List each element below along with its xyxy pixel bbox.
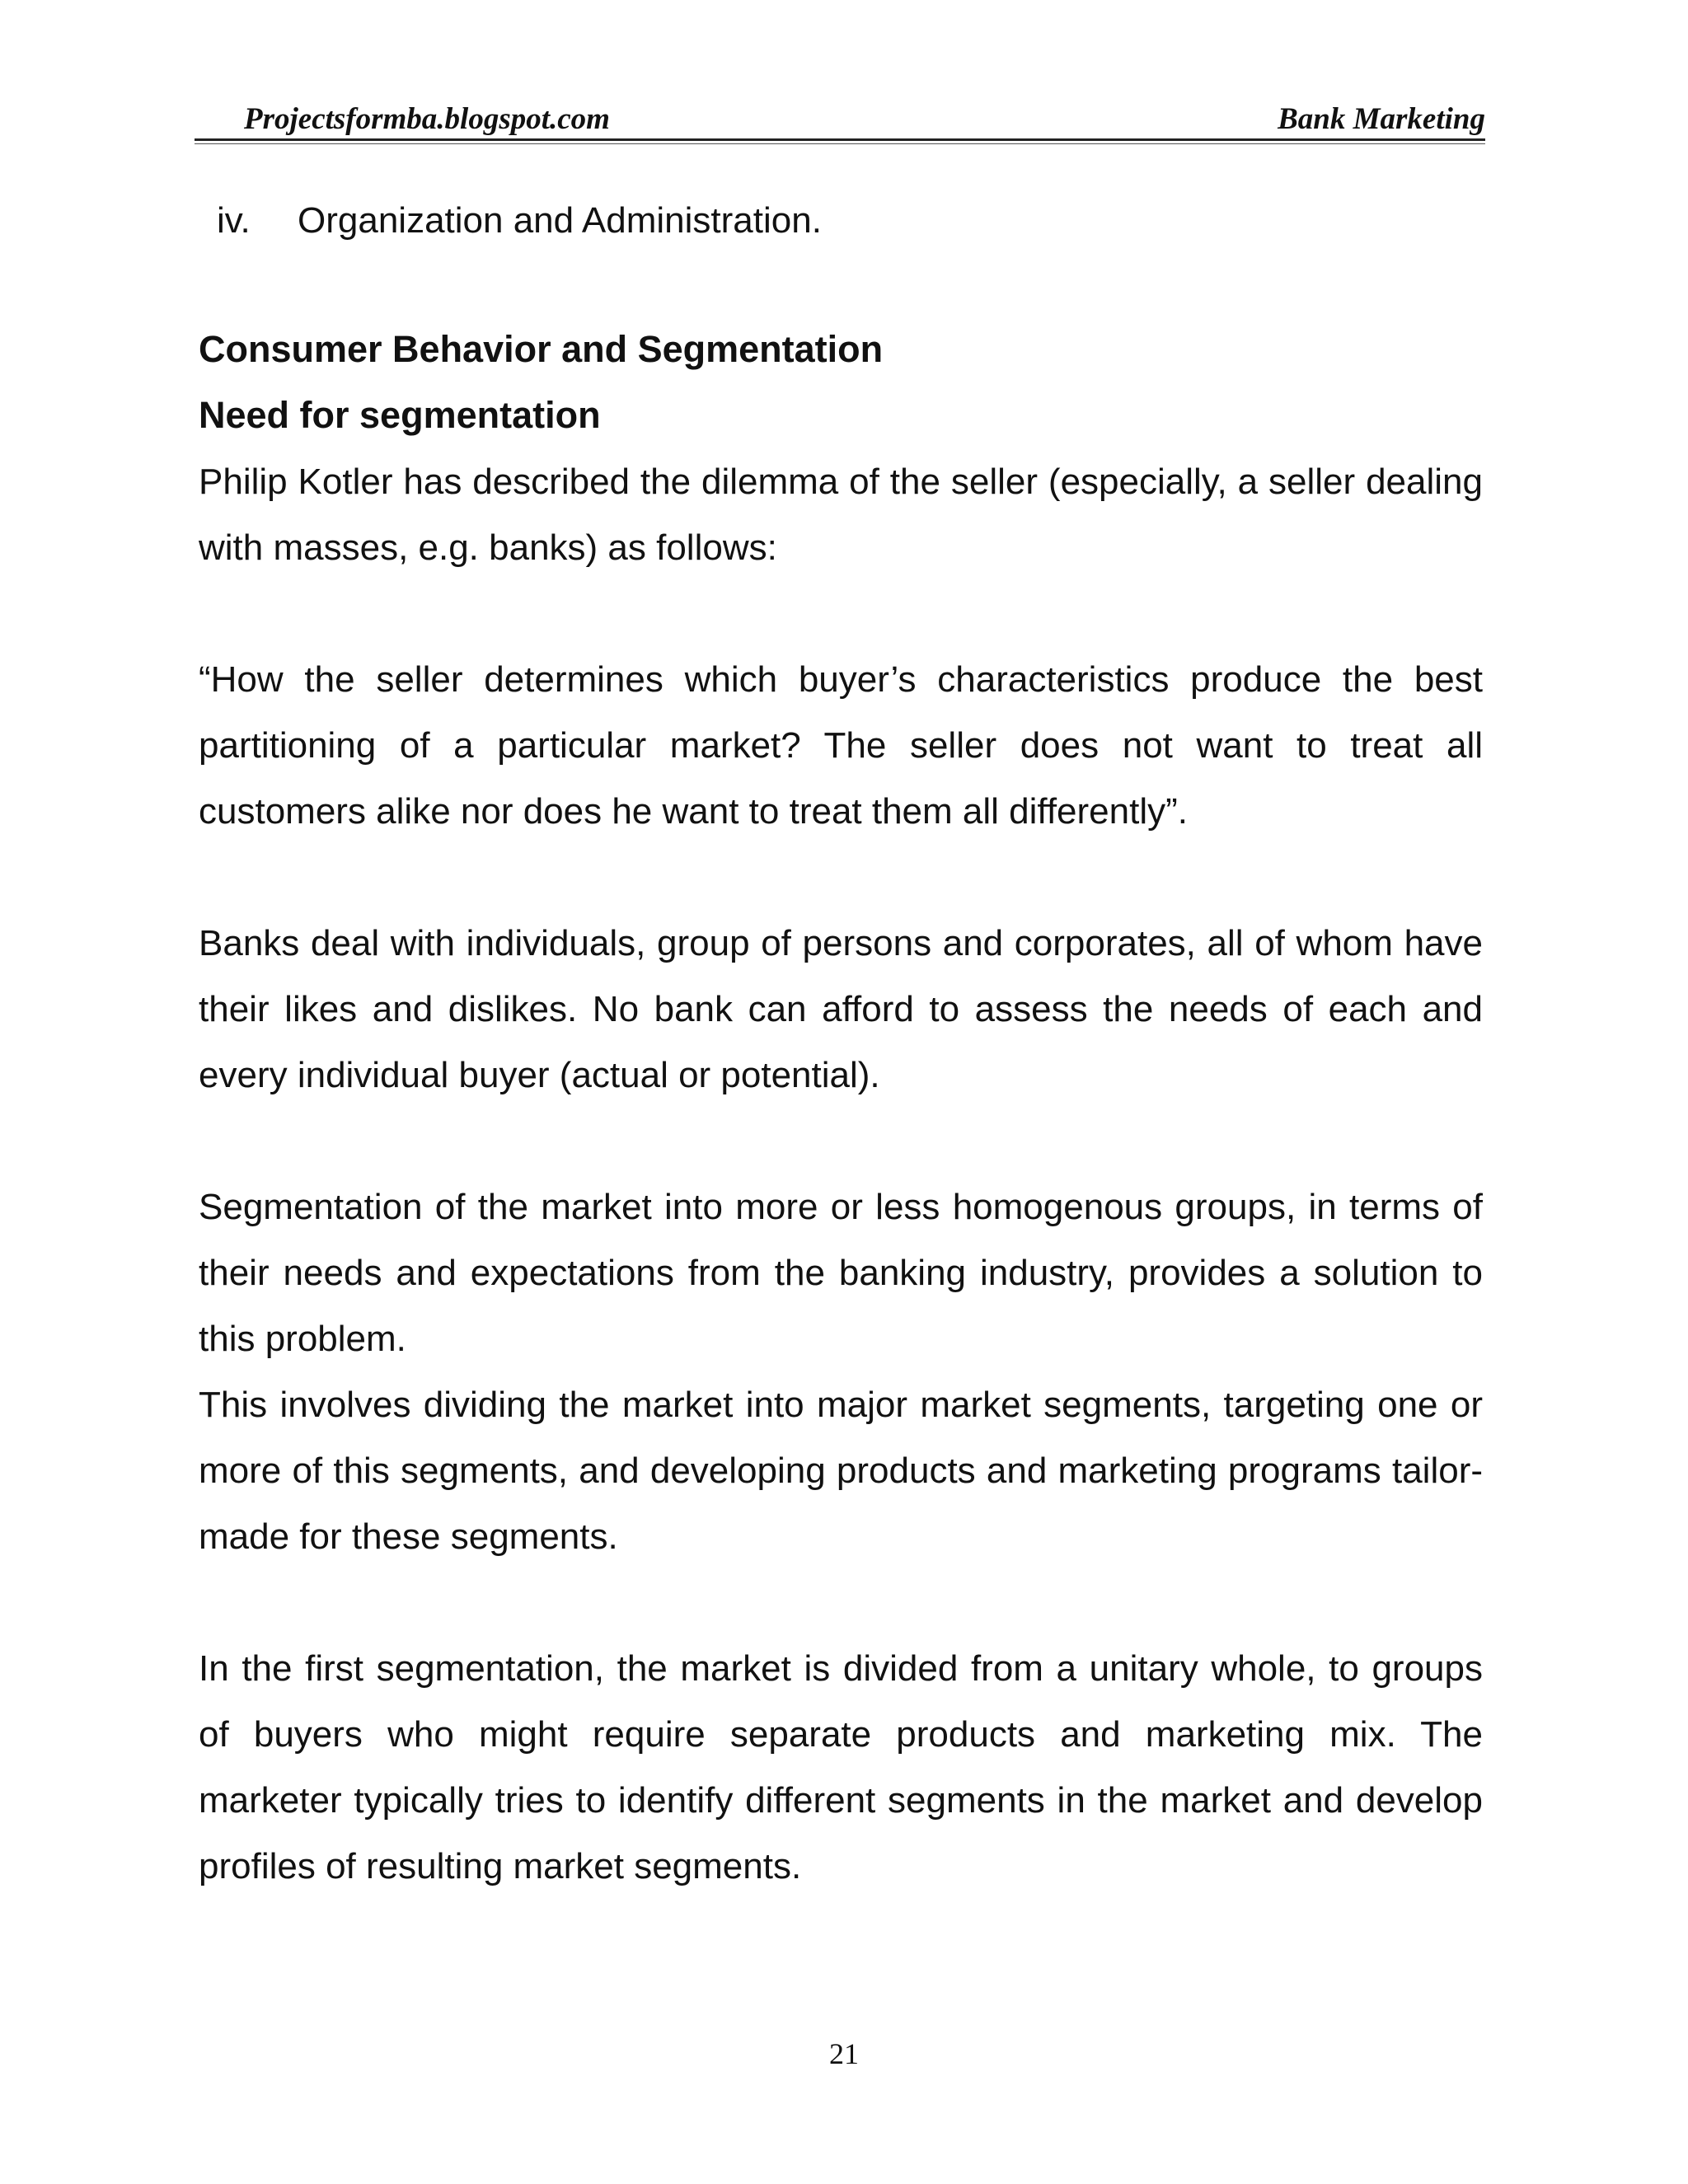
list-item-text: Organization and Administration. [298,200,822,241]
running-header [195,97,1485,143]
paragraph-first-segmentation [199,1636,1483,1900]
section-title: Consumer Behavior and Segmentation [199,328,884,370]
list-item-marker: iv. [217,200,251,241]
paragraph-kotler-quote [199,647,1483,845]
list-item [217,188,822,254]
paragraph-text: Philip Kotler has described the dilemma of the seller (especially, a seller dealing with masses, e.g. banks) as follows: [199,462,1483,568]
paragraph-segmentation-solution [199,1174,1483,1570]
paragraph-text: In the first segmentation, the market is divided from a unitary whole, to groups of buyers who might require separate products and marketing mix. The marketer typically tries to identify different segments in the market and develop profiles of resulting market segments. [199,1648,1483,1886]
paragraph-kotler-intro [199,449,1483,581]
subsection-title: Need for segmentation [199,394,601,436]
page-number: 21 [829,2037,859,2070]
header-document-title: Bank Marketing [1278,102,1485,136]
paragraph-text: Segmentation of the market into more or less homogenous groups, in terms of their needs and expectations from the banking industry, provides a solution to this problem. [199,1187,1483,1359]
header-rule [195,138,1485,141]
paragraph-banks-deal [199,911,1483,1108]
header-rule-secondary [195,143,1485,144]
paragraph-text: This involves dividing the market into major market segments, targeting one or more of this segments, and developing products and marketing programs tailor-made for these segments. [199,1385,1483,1557]
paragraph-text: Banks deal with individuals, group of persons and corporates, all of whom have their likes and dislikes. No bank can afford to assess the needs of each and every individual buyer (actual or potential). [199,923,1483,1095]
paragraph-text: “How the seller determines which buyer’s characteristics produce the best partitioning of a particular market? The seller does not want to treat all customers alike nor does he want to treat them all differently”. [199,659,1483,832]
header-site-name: Projectsformba.blogspot.com [244,102,610,136]
